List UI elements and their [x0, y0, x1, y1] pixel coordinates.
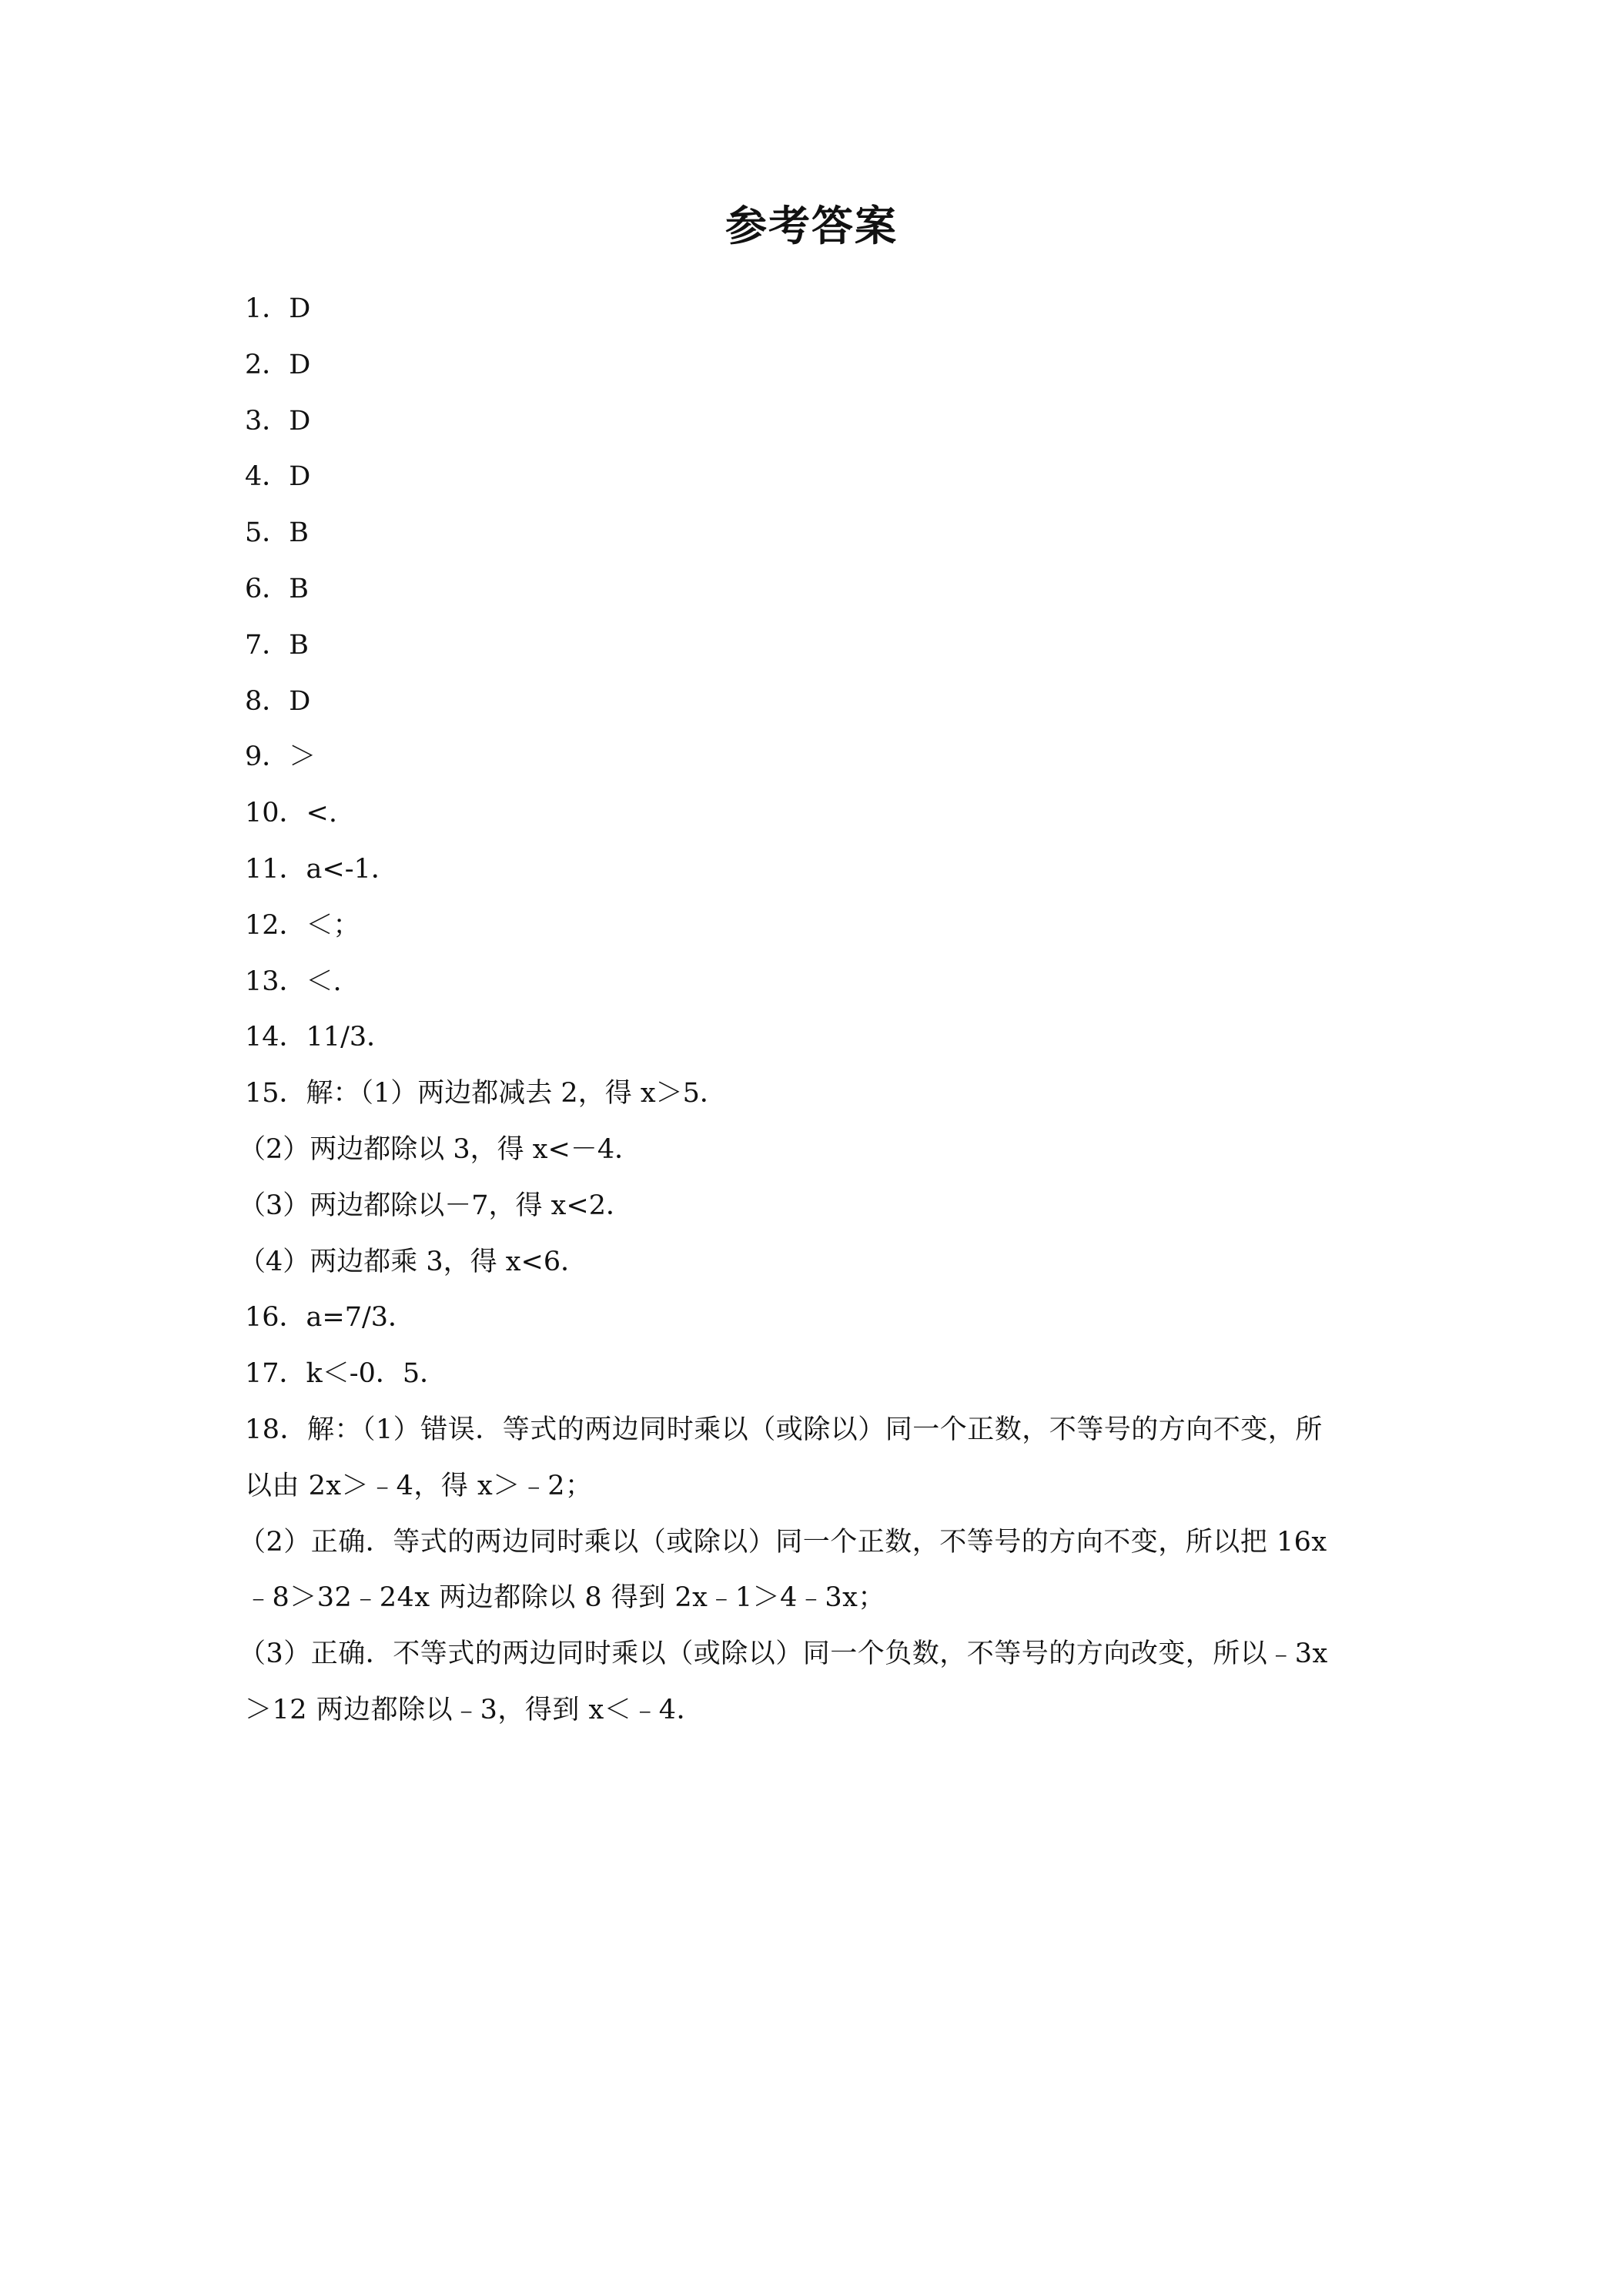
- answer-line-13: 13．＜.: [245, 966, 342, 997]
- answer-line-14: 14．11/3．: [245, 1022, 394, 1053]
- answer-line-18-part-3-continued: ＞12 两边都除以﹣3，得到 x＜﹣4．: [245, 1694, 704, 1725]
- answer-line-11: 11．a<-1．: [245, 853, 398, 885]
- answer-line-15: 15．解：（1）两边都减去 2，得 x＞5．: [245, 1078, 727, 1110]
- answer-line-12: 12．＜；: [245, 909, 360, 941]
- answer-line-15-part-4: （4）两边都乘 3，得 x<6．: [239, 1246, 588, 1277]
- answer-line-7: 7．B: [245, 629, 309, 661]
- answer-line-10: 10．<.: [245, 798, 337, 829]
- answer-line-15-part-3: （3）两边都除以－7，得 x<2．: [239, 1190, 633, 1221]
- answer-line-16: 16．a=7/3．: [245, 1302, 416, 1334]
- answer-line-15-part-2: （2）两边都除以 3，得 x<－4．: [239, 1133, 642, 1165]
- answer-list: [239, 281, 1384, 1739]
- answer-line-18-part-2-continued: ﹣8＞32﹣24x 两边都除以 8 得到 2x﹣1＞4﹣3x；: [245, 1582, 885, 1614]
- answer-line-1: 1．D: [245, 293, 311, 324]
- answer-line-18-continued: 以由 2x＞﹣4，得 x＞﹣2；: [245, 1470, 593, 1501]
- answer-line-4: 4．D: [245, 461, 311, 493]
- answer-line-18: 18．解：（1）错误．等式的两边同时乘以（或除以）同一个正数，不等号的方向不变，所: [245, 1414, 1323, 1445]
- answer-line-18-part-2: （2）正确．等式的两边同时乘以（或除以）同一个正数，不等号的方向不变，所以把 16x: [239, 1526, 1327, 1558]
- answer-line-5: 5．B: [245, 517, 309, 549]
- answer-line-6: 6．B: [245, 573, 309, 604]
- answer-line-9: 9．＞: [245, 741, 316, 773]
- answer-line-3: 3．D: [245, 405, 311, 437]
- answer-line-18-part-3: （3）正确．不等式的两边同时乘以（或除以）同一个负数，不等号的方向改变，所以﹣3x: [239, 1638, 1328, 1670]
- answer-line-17: 17．k＜-0．5．: [245, 1358, 447, 1390]
- answer-line-2: 2．D: [245, 349, 311, 380]
- page-title: 参考答案: [725, 202, 898, 250]
- answer-line-8: 8．D: [245, 685, 311, 717]
